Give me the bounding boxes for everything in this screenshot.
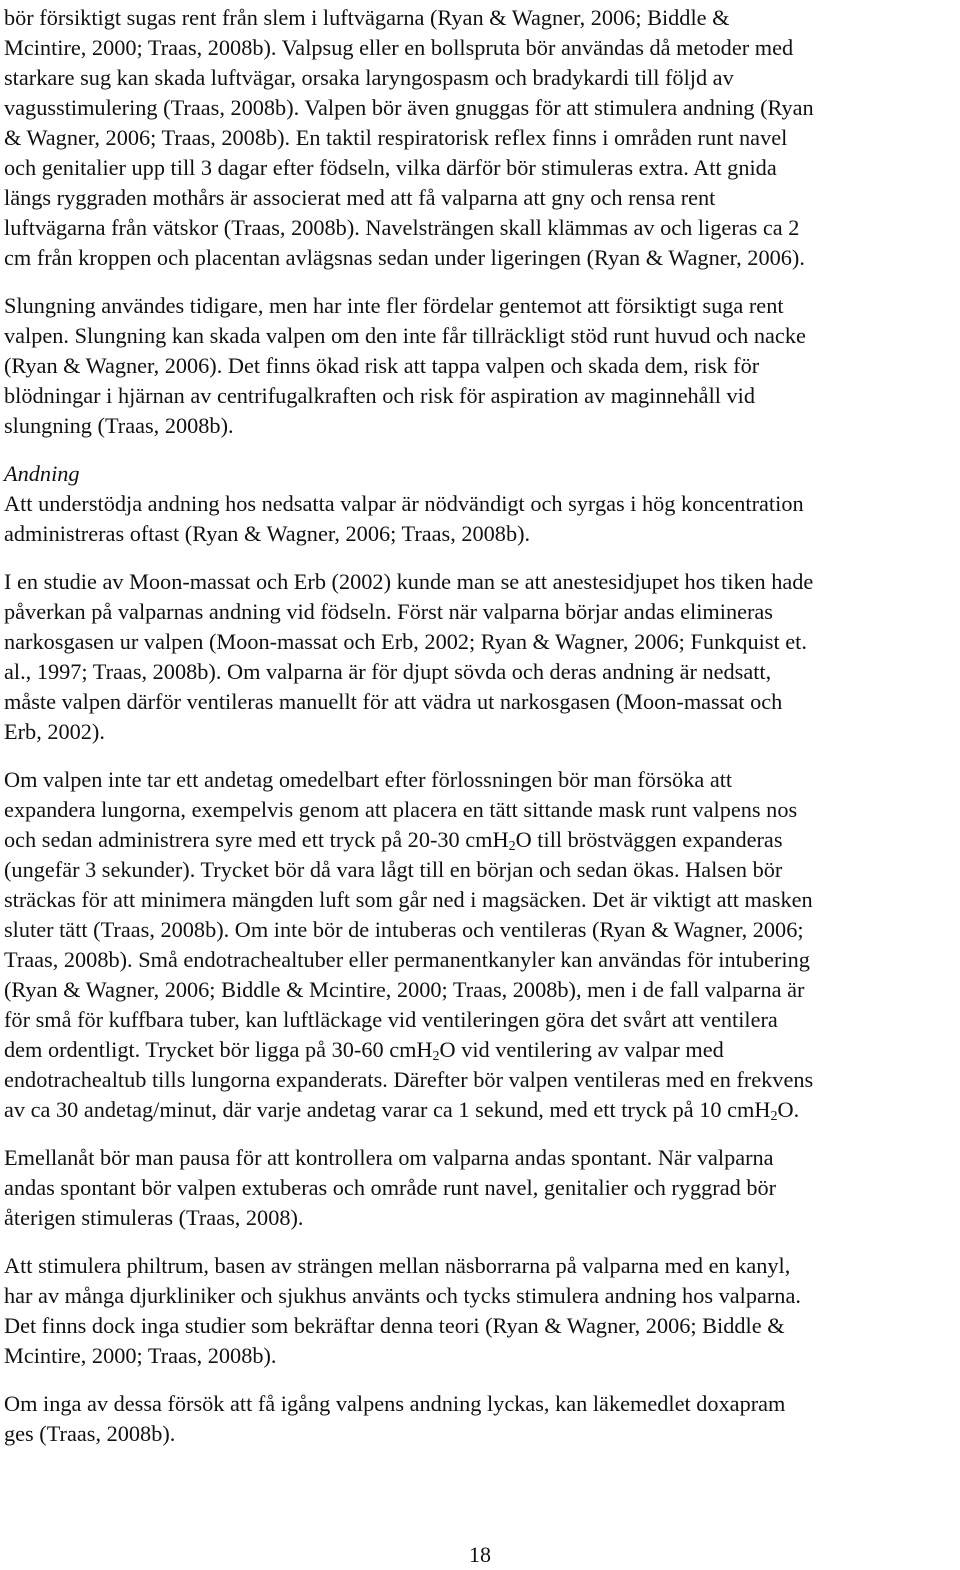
text-line: andas spontant bör valpen extuberas och område runt navel, genitalier och ryggrad bör [4, 1175, 777, 1200]
text-line: Att understödja andning hos nedsatta valpar är nödvändigt och syrgas i hög koncentration [4, 491, 804, 516]
text-line: Det finns dock inga studier som bekräftar denna teori (Ryan & Wagner, 2006; Biddle & [4, 1313, 785, 1338]
text-line: expandera lungorna, exempelvis genom att placera en tätt sittande mask runt valpens nos [4, 797, 798, 822]
text-line: för små för kuffbara tuber, kan luftläckage vid ventileringen göra det svårt att ventilera [4, 1007, 778, 1032]
text-line: Erb, 2002). [4, 719, 105, 744]
text-line: Att stimulera philtrum, basen av strängen mellan näsborrarna på valparna med en kanyl, [4, 1253, 791, 1278]
paragraph-4 [4, 567, 954, 747]
text-line: starkare sug kan skada luftvägar, orsaka laryngospasm och bradykardi till följd av [4, 65, 734, 90]
paragraph-5 [4, 765, 954, 1125]
text-line: ges (Traas, 2008b). [4, 1421, 176, 1446]
text-line: Mcintire, 2000; Traas, 2008b). [4, 1343, 277, 1368]
text-line: endotrachealtub tills lungorna expanderats. Därefter bör valpen ventileras med en frekvens [4, 1067, 814, 1092]
paragraph-8 [4, 1389, 954, 1449]
text-line: dem ordentligt. Trycket bör ligga på 30-60 cmH$_2$O vid ventilering av valpar med [4, 1037, 724, 1064]
text-line: (ungefär 3 sekunder). Trycket bör då vara lågt till en början och sedan ökas. Halsen bör [4, 857, 783, 882]
document-page [4, 0, 954, 1449]
text-line: påverkan på valparnas andning vid födseln. Först när valparna börjar andas elimineras [4, 599, 773, 624]
paragraph-2 [4, 291, 954, 441]
text-line: bör försiktigt sugas rent från slem i luftvägarna (Ryan & Wagner, 2006; Biddle & [4, 5, 730, 30]
text-line: luftvägarna från vätskor (Traas, 2008b). Navelsträngen skall klämmas av och ligeras ca 2 [4, 215, 800, 240]
text-line: slungning (Traas, 2008b). [4, 413, 234, 438]
text-line: I en studie av Moon-massat och Erb (2002) kunde man se att anestesidjupet hos tiken hade [4, 569, 814, 594]
paragraph-3 [4, 459, 954, 549]
text-line: vagusstimulering (Traas, 2008b). Valpen bör även gnuggas för att stimulera andning (Ryan [4, 95, 814, 120]
text-line: al., 1997; Traas, 2008b). Om valparna är för djupt sövda och deras andning är nedsatt, [4, 659, 772, 684]
text-line: och genitalier upp till 3 dagar efter födseln, vilka därför bör stimuleras extra. Att gnida [4, 155, 777, 180]
text-line: Om valpen inte tar ett andetag omedelbart efter förlossningen bör man försöka att [4, 767, 733, 792]
text-line: (Ryan & Wagner, 2006). Det finns ökad risk att tappa valpen och skada dem, risk för [4, 353, 760, 378]
text-line: Traas, 2008b). Små endotrachealtuber eller permanentkanyler kan användas för intubering [4, 947, 810, 972]
text-line: sluter tätt (Traas, 2008b). Om inte bör de intuberas och ventileras (Ryan & Wagner, 2006; [4, 917, 804, 942]
text-line: cm från kroppen och placentan avlägsnas sedan under ligeringen (Ryan & Wagner, 2006). [4, 245, 805, 270]
text-line: Om inga av dessa försök att få igång valpens andning lyckas, kan läkemedlet doxapram [4, 1391, 786, 1416]
text-line: av ca 30 andetag/minut, där varje andetag varar ca 1 sekund, med ett tryck på 10 cmH$_2$O. [4, 1097, 800, 1124]
text-line: längs ryggraden mothårs är associerat med att få valparna att gny och rensa rent [4, 185, 716, 210]
text-line: återigen stimuleras (Traas, 2008). [4, 1205, 304, 1230]
section-heading: Andning [4, 461, 80, 486]
text-line: administreras oftast (Ryan & Wagner, 2006; Traas, 2008b). [4, 521, 531, 546]
text-line: Slungning användes tidigare, men har inte fler fördelar gentemot att försiktigt suga rent [4, 293, 784, 318]
text-line: valpen. Slungning kan skada valpen om den inte får tillräckligt stöd runt huvud och nacke [4, 323, 806, 348]
text-line: Emellanåt bör man pausa för att kontrollera om valparna andas spontant. När valparna [4, 1145, 774, 1170]
paragraph-1 [4, 3, 954, 273]
text-line: sträckas för att minimera mängden luft som går ned i magsäcken. Det är viktigt att masken [4, 887, 813, 912]
paragraph-6 [4, 1143, 954, 1233]
text-line: måste valpen därför ventileras manuellt för att vädra ut narkosgasen (Moon-massat och [4, 689, 783, 714]
text-line: & Wagner, 2006; Traas, 2008b). En taktil respiratorisk reflex finns i områden runt navel [4, 125, 788, 150]
paragraph-7 [4, 1251, 954, 1371]
text-line: Mcintire, 2000; Traas, 2008b). Valpsug eller en bollspruta bör användas då metoder med [4, 35, 794, 60]
text-line: blödningar i hjärnan av centrifugalkraften och risk för aspiration av maginnehåll vid [4, 383, 756, 408]
text-line: (Ryan & Wagner, 2006; Biddle & Mcintire, 2000; Traas, 2008b), men i de fall valparna är [4, 977, 805, 1002]
text-line: och sedan administrera syre med ett tryck på 20-30 cmH$_2$O till bröstväggen expanderas [4, 827, 783, 854]
text-line: har av många djurkliniker och sjukhus använts och tycks stimulera andning hos valparna. [4, 1283, 801, 1308]
text-line: narkosgasen ur valpen (Moon-massat och Erb, 2002; Ryan & Wagner, 2006; Funkquist et. [4, 629, 807, 654]
page-number: 18 [469, 1542, 491, 1567]
